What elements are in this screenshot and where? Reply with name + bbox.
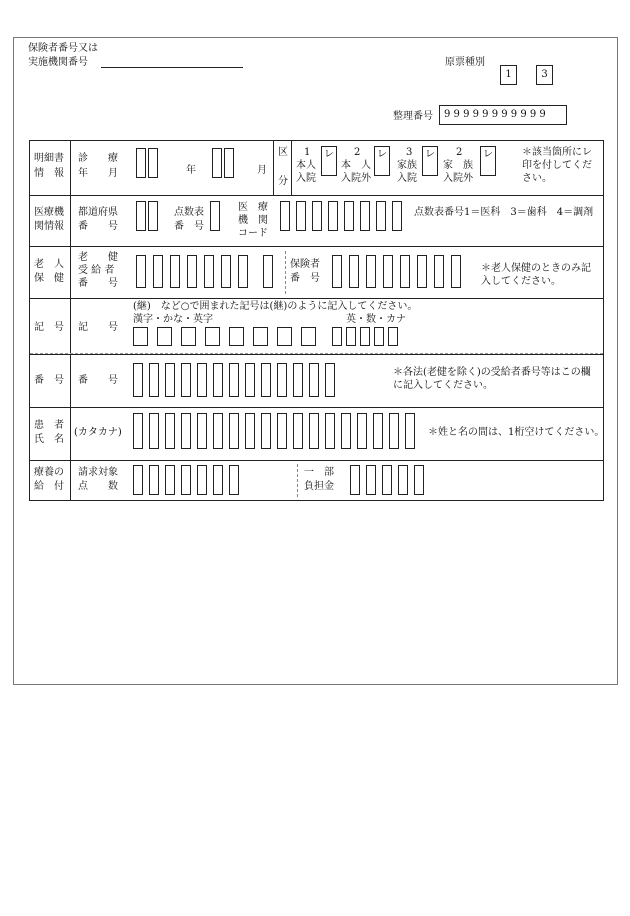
- shinryo-year-cell[interactable]: [136, 148, 146, 178]
- name-cell[interactable]: [325, 413, 335, 449]
- name-cell[interactable]: [133, 413, 143, 449]
- bango-sub-label: 番 号: [78, 375, 118, 386]
- insurer-number-label-line1: 保険者番号又は: [28, 43, 98, 54]
- futan-cell[interactable]: [350, 465, 360, 495]
- row2-note: 点数表番号1＝医科 3＝歯科 4＝調剤: [414, 207, 594, 218]
- kigo-eisu-cell[interactable]: [346, 327, 356, 346]
- code-cell[interactable]: [376, 201, 386, 231]
- name-cell[interactable]: [357, 413, 367, 449]
- hokensha-cell[interactable]: [451, 255, 461, 288]
- katakana-label: (カタカナ): [74, 427, 122, 438]
- row5-note-1: ＊各法(老健を除く)の受給者番号等はこの欄: [393, 367, 591, 378]
- kigo-note: (継) など○で囲まれた記号は(継)のように記入してください。: [133, 301, 418, 312]
- kubun-divider-left: [273, 140, 274, 195]
- option-3-number: 3: [406, 147, 413, 158]
- code-cell[interactable]: [280, 201, 290, 231]
- roken-cell[interactable]: [204, 255, 214, 288]
- pref-cell[interactable]: [136, 201, 146, 231]
- futan-cell[interactable]: [414, 465, 424, 495]
- shinryo-month-cell[interactable]: [212, 148, 222, 178]
- tensu-amount-cell[interactable]: [197, 465, 207, 495]
- row3-note-2: 入してください。: [481, 276, 561, 287]
- tensu-label-1: 点数表: [174, 207, 204, 218]
- bango-cell[interactable]: [213, 363, 223, 397]
- hokensha-cell[interactable]: [349, 255, 359, 288]
- kanji-kana-label: 漢字・かな・英字: [133, 314, 213, 325]
- name-cell[interactable]: [229, 413, 239, 449]
- name-cell[interactable]: [165, 413, 175, 449]
- insurer-number-label-line2: 実施機関番号: [28, 57, 88, 68]
- row-label-ryoyo-1: 療養の: [34, 467, 64, 478]
- option-2-number: 2: [354, 147, 361, 158]
- name-cell[interactable]: [373, 413, 383, 449]
- hokensha-cell[interactable]: [434, 255, 444, 288]
- row-divider: [29, 407, 604, 408]
- table-right-border: [603, 140, 604, 501]
- option-4-line2: 入院外: [443, 173, 473, 184]
- roken-label-3: 番 号: [78, 278, 118, 289]
- bango-cell[interactable]: [325, 363, 335, 397]
- name-cell[interactable]: [181, 413, 191, 449]
- kigo-kanji-cell[interactable]: [229, 327, 244, 346]
- name-cell[interactable]: [309, 413, 319, 449]
- row6-note: ＊姓と名の間は、1桁空けてください。: [428, 427, 605, 438]
- kigo-eisu-cell[interactable]: [388, 327, 398, 346]
- option-1-checkbox[interactable]: レ: [321, 146, 337, 176]
- row1-note-3: さい。: [522, 173, 552, 184]
- bango-cell[interactable]: [197, 363, 207, 397]
- name-cell[interactable]: [277, 413, 287, 449]
- bun-label: 分: [278, 176, 288, 187]
- row5-note-2: に記入してください。: [393, 380, 493, 391]
- roken-cell[interactable]: [136, 255, 146, 288]
- hokensha-label-1: 保険者: [290, 259, 320, 270]
- roken-cell[interactable]: [238, 255, 248, 288]
- table-bottom-border: [29, 500, 604, 501]
- futan-label-1: 一 部: [304, 467, 334, 478]
- tensu-label-2: 番 号: [174, 221, 204, 232]
- row-divider: [29, 246, 604, 247]
- option-4-number: 2: [456, 147, 463, 158]
- option-2-line1: 本 人: [341, 160, 371, 171]
- futan-cell[interactable]: [366, 465, 376, 495]
- tensu-amount-cell[interactable]: [213, 465, 223, 495]
- gentype-box-2: 3: [536, 65, 553, 85]
- code-cell[interactable]: [360, 201, 370, 231]
- bango-cell[interactable]: [261, 363, 271, 397]
- seikyu-label-1: 請求対象: [78, 467, 118, 478]
- name-cell[interactable]: [389, 413, 399, 449]
- row-label-kanja-2: 氏 名: [34, 434, 64, 445]
- row-divider: [29, 298, 604, 299]
- label-column-divider: [70, 140, 71, 501]
- futan-label-2: 負担金: [304, 481, 334, 492]
- code-label-1: 医 療: [238, 202, 268, 213]
- option-3-line1: 家族: [397, 160, 417, 171]
- option-1-line2: 入院: [296, 173, 316, 184]
- row1-note-1: ＊該当箇所にレ: [522, 147, 592, 158]
- nen-label: 年: [186, 165, 196, 176]
- kigo-kanji-cell[interactable]: [181, 327, 196, 346]
- row-divider: [29, 195, 604, 196]
- tensu-amount-cell[interactable]: [165, 465, 175, 495]
- name-cell[interactable]: [293, 413, 303, 449]
- row-divider: [29, 460, 604, 461]
- bango-cell[interactable]: [149, 363, 159, 397]
- kigo-kanji-cell[interactable]: [277, 327, 292, 346]
- bango-cell[interactable]: [309, 363, 319, 397]
- roken-label-2: 受 給 者: [78, 265, 115, 276]
- seiri-number-value: 9 9 9 9 9 9 9 9 9 9 9: [439, 105, 567, 125]
- name-cell[interactable]: [341, 413, 351, 449]
- bango-cell[interactable]: [229, 363, 239, 397]
- gentype-label: 原票種別: [445, 57, 485, 68]
- bango-cell[interactable]: [293, 363, 303, 397]
- name-cell[interactable]: [213, 413, 223, 449]
- shinryo-label-1: 診 療: [78, 153, 118, 164]
- row-label-iryokikan-1: 医療機: [34, 207, 64, 218]
- option-4-line1: 家 族: [443, 160, 473, 171]
- pref-label-2: 番 号: [78, 221, 118, 232]
- code-cell[interactable]: [344, 201, 354, 231]
- code-cell[interactable]: [312, 201, 322, 231]
- roken-cell[interactable]: [221, 255, 231, 288]
- row3-note-1: ＊老人保健のときのみ記: [481, 263, 591, 274]
- dashed-divider: [285, 251, 286, 294]
- kigo-eisu-cell[interactable]: [332, 327, 342, 346]
- kigo-kanji-cell[interactable]: [133, 327, 148, 346]
- futan-cell[interactable]: [382, 465, 392, 495]
- code-cell[interactable]: [328, 201, 338, 231]
- row-label-rojin-2: 保 健: [34, 273, 64, 284]
- pref-cell[interactable]: [148, 201, 158, 231]
- shinryo-month-cell[interactable]: [224, 148, 234, 178]
- hokensha-cell[interactable]: [332, 255, 342, 288]
- hokensha-label-2: 番 号: [290, 273, 320, 284]
- seikyu-label-2: 点 数: [78, 481, 118, 492]
- row-label-bango: 番 号: [34, 375, 64, 386]
- gentype-box-1: 1: [500, 65, 517, 85]
- code-label-2: 機 関: [238, 215, 268, 226]
- eisu-kana-label: 英・数・カナ: [346, 314, 406, 325]
- name-cell[interactable]: [149, 413, 159, 449]
- row-label-meisaisho-2: 情 報: [34, 168, 64, 179]
- row-label-iryokikan-2: 関情報: [34, 221, 64, 232]
- option-2-checkbox[interactable]: レ: [374, 146, 390, 176]
- bango-cell[interactable]: [277, 363, 287, 397]
- hokensha-cell[interactable]: [417, 255, 427, 288]
- bango-cell[interactable]: [181, 363, 191, 397]
- row-label-ryoyo-2: 給 付: [34, 481, 64, 492]
- code-cell[interactable]: [392, 201, 402, 231]
- row-label-kanja-1: 患 者: [34, 420, 64, 431]
- shinryo-year-cell[interactable]: [148, 148, 158, 178]
- row1-note-2: 印を付してくだ: [522, 160, 592, 171]
- option-3-line2: 入院: [397, 173, 417, 184]
- dashed-divider: [30, 353, 603, 354]
- row-label-rojin-1: 老 人: [34, 259, 64, 270]
- bango-cell[interactable]: [133, 363, 143, 397]
- form-frame: [13, 37, 618, 685]
- name-cell[interactable]: [245, 413, 255, 449]
- roken-cell[interactable]: [153, 255, 163, 288]
- kigo-kanji-cell[interactable]: [253, 327, 268, 346]
- name-cell[interactable]: [405, 413, 415, 449]
- kigo-kanji-cell[interactable]: [205, 327, 220, 346]
- roken-cell[interactable]: [263, 255, 273, 288]
- tensu-cell[interactable]: [210, 201, 220, 231]
- tensu-amount-cell[interactable]: [229, 465, 239, 495]
- kigo-eisu-cell[interactable]: [360, 327, 370, 346]
- dashed-divider: [297, 464, 298, 497]
- insurer-number-underline: [101, 67, 243, 68]
- kigo-kanji-cell[interactable]: [301, 327, 316, 346]
- hokensha-cell[interactable]: [383, 255, 393, 288]
- roken-label-1: 老 健: [78, 252, 118, 263]
- kigo-eisu-cell[interactable]: [374, 327, 384, 346]
- seiri-number-label: 整理番号: [393, 111, 433, 122]
- name-cell[interactable]: [261, 413, 271, 449]
- option-3-checkbox[interactable]: レ: [422, 146, 438, 176]
- tensu-amount-cell[interactable]: [149, 465, 159, 495]
- tensu-amount-cell[interactable]: [133, 465, 143, 495]
- roken-cell[interactable]: [187, 255, 197, 288]
- kubun-divider-right: [291, 140, 292, 195]
- name-cell[interactable]: [197, 413, 207, 449]
- option-1-line1: 本人: [296, 160, 316, 171]
- hokensha-cell[interactable]: [366, 255, 376, 288]
- row-divider: [29, 354, 604, 355]
- ku-label: 区: [278, 147, 288, 158]
- tensu-amount-cell[interactable]: [181, 465, 191, 495]
- hokensha-cell[interactable]: [400, 255, 410, 288]
- kigo-kanji-cell[interactable]: [157, 327, 172, 346]
- row-label-kigo: 記 号: [34, 322, 64, 333]
- futan-cell[interactable]: [398, 465, 408, 495]
- kigo-sub-label: 記 号: [78, 322, 118, 333]
- code-label-3: コード: [238, 228, 268, 239]
- tsuki-label: 月: [257, 165, 267, 176]
- bango-cell[interactable]: [165, 363, 175, 397]
- row-label-meisaisho-1: 明細書: [34, 153, 64, 164]
- roken-cell[interactable]: [170, 255, 180, 288]
- bango-cell[interactable]: [245, 363, 255, 397]
- table-left-border: [29, 140, 30, 501]
- shinryo-label-2: 年 月: [78, 168, 118, 179]
- option-1-number: 1: [304, 147, 311, 158]
- option-4-checkbox[interactable]: レ: [480, 146, 496, 176]
- pref-label-1: 都道府県: [78, 207, 118, 218]
- option-2-line2: 入院外: [341, 173, 371, 184]
- code-cell[interactable]: [296, 201, 306, 231]
- table-top-border: [29, 140, 604, 141]
